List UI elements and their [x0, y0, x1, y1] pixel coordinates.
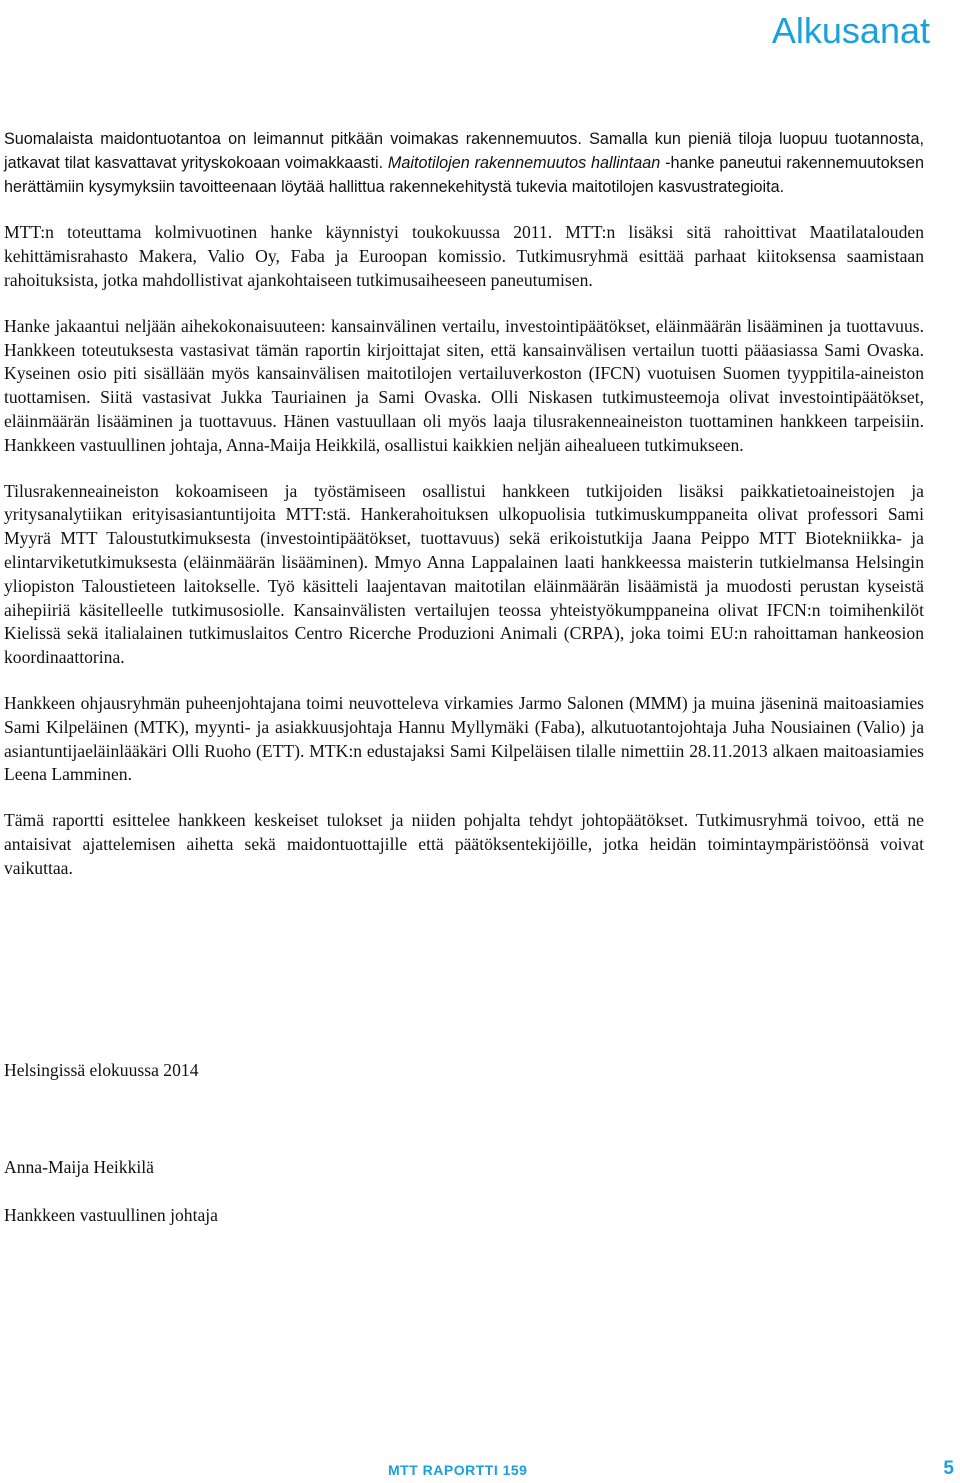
intro-lead-text: Suomalaista maidontuotantoa on leimannut pitkään voimakas rakennemuutos. Samalla kun pieniä tiloja luopuu tuotannosta, jatkavat tilat kasvattavat yrityskokoaan voimakkaasti.: [4, 130, 924, 172]
page-number: 5: [943, 1458, 954, 1479]
preface-body: [4, 128, 924, 903]
project-name: Maitotilojen rakennemuutos hallintaan: [387, 153, 661, 172]
paragraph-partners: Tilusrakenneaineiston kokoamiseen ja työstämiseen osallistui hankkeen tutkijoiden lisäksi paikkatietoaineistojen ja yritysanalytiikan erityisasiantuntijoita MTT:stä. Hankerahoituksen ulkopuolisia tutkimuskumppaneita olivat professori Sami Myyrä MTT Taloustutkimuksesta (investointipäätökset, tuottavuus) sekä erikoistutkija Jaana Peippo MTT Biotekniikka- ja elintarviketutkimuksesta (eläinmäärän lisääminen). Mmyo Anna Lappalainen laati hankkeessa maisterin tutkielmansa Helsingin yliopiston Taloustieteen laitokselle. Työ käsitteli laajentavan maitotilan eläinmäärän lisäämistä ja muodosti perustan kyseistä aihepiiriä käsitelleelle tutkimusosiolle. Kansainvälisten vertailujen teossa yhteistyökumppaneina olivat IFCN:n toimihenkilöt Kielissä sekä italialainen tutkimuslaitos Centro Ricerche Produzioni Animali (CRPA), joka toimi EU:n rahoittaman hankeosion koordinaattorina.: [4, 480, 924, 668]
paragraph-steering-group: Hankkeen ohjausryhmän puheenjohtajana toimi neuvotteleva virkamies Jarmo Salonen (MMM) ja muina jäseninä maitoasiamies Sami Kilpeläinen (MTK), myynti- ja asiakkuusjohtaja Hannu Myllymäki (Faba), alkutuotantojohtaja Juha Nousiainen (Valio) ja asiantuntijaeläinlääkäri Olli Ruoho (ETT). MTK:n edustajaksi Sami Kilpeläisen tilalle nimettiin 28.11.2013 alkaen maitoasiamies Leena Lamminen.: [4, 692, 924, 785]
signature-name: Anna-Maija Heikkilä: [4, 1157, 154, 1177]
signature-place-date: Helsingissä elokuussa 2014: [4, 1060, 199, 1080]
paragraph-intro: [4, 128, 924, 199]
intro-rest-text: -hanke paneutui rakennemuutoksen herättämiin kysymyksiin tavoitteenaan löytää hallittua rakennekehitystä tukevia maitotilojen kasvustrategioita.: [4, 153, 924, 196]
paragraph-topics: Hanke jakaantui neljään aihekokonaisuuteen: kansainvälinen vertailu, investointipäätökset, eläinmäärän lisääminen ja tuottavuus. Hankkeen toteutuksesta vastasivat tämän raportin kirjoittajat siten, että kansainvälisen vertailun tuotti pääasiassa Sami Ovaska. Kyseinen osio piti sisällään myös kansainvälisen maitotilojen vertailuverkoston (IFCN) vuotuisen Suomen tyyppitila-aineiston tuottamisen. Siitä vastasivat Jukka Tauriainen ja Sami Ovaska. Olli Niskasen tutkimusteemoja olivat investointipäätökset, eläinmäärän lisääminen ja tuottavuus. Hänen vastuullaan oli myös laaja tilusrakenneaineiston tuottaminen hankkeen tarpeisiin. Hankkeen vastuullinen johtaja, Anna-Maija Heikkilä, osallistui kaikkien neljän aihealueen tutkimukseen.: [4, 315, 924, 455]
paragraph-closing: Tämä raportti esittelee hankkeen keskeiset tulokset ja niiden pohjalta tehdyt johtopäätökset. Tutkimusryhmä toivoo, että ne antaisivat ajattelemisen aihetta sekä maidontuottajille että päätöksentekijöille, jotka heidän toimintaympäristöönsä voivat vaikuttaa.: [4, 810, 924, 878]
paragraph-funding: MTT:n toteuttama kolmivuotinen hanke käynnistyi toukokuussa 2011. MTT:n lisäksi sitä rahoittivat Maatilatalouden kehittämisrahasto Makera, Valio Oy, Faba ja Euroopan komissio. Tutkimusryhmä esittää parhaat kiitoksensa saamistaan rahoituksista, jotka mahdollistivat ajankohtaiseen tutkimusaiheeseen paneutumisen.: [4, 222, 924, 290]
page-title: Alkusanat: [771, 10, 930, 51]
footer-series-title: MTT RAPORTTI 159: [388, 1462, 528, 1478]
signature-role: Hankkeen vastuullinen johtaja: [4, 1205, 218, 1225]
